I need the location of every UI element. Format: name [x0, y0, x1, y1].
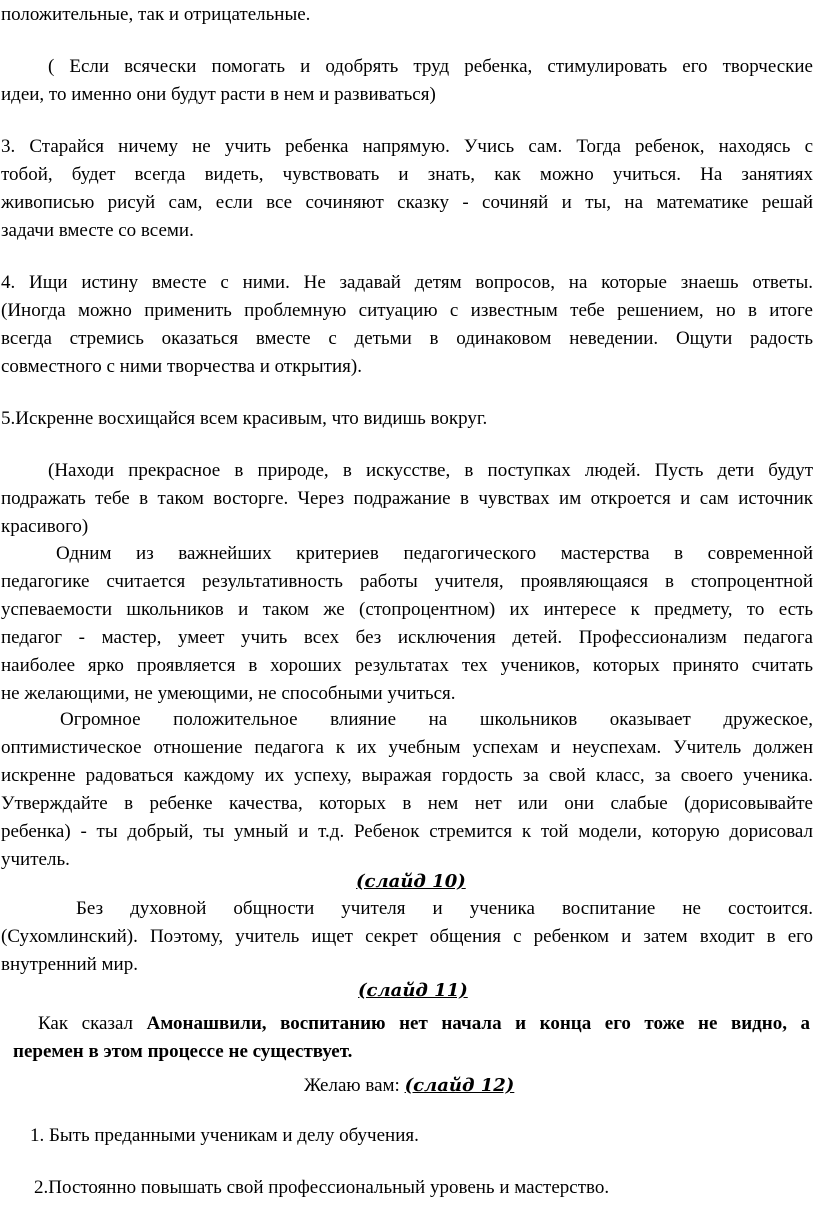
- text-line: 5.Искренне восхищайся всем красивым, что видишь вокруг.: [1, 408, 488, 429]
- wish-line: [304, 1073, 514, 1099]
- text-line: живописью рисуй сам, если все сочиняют сказку - сочиняй и ты, на математике решай: [1, 192, 813, 213]
- text-line: 4. Ищи истину вместе с ними. Не задавай детям вопросов, на которые знаешь ответы.: [1, 272, 813, 293]
- text-line: подражать тебе в таком восторге. Через подражание в чувствах им откроется и сам источник: [1, 488, 813, 509]
- text-line: не желающими, не умеющими, не способными учиться.: [1, 683, 456, 704]
- text-line: ( Если всячески помогать и одобрять труд ребенка, стимулировать его творческие: [48, 56, 813, 77]
- text-line: искренне радоваться каждому их успеху, выражая гордость за свой класс, за своего ученика.: [1, 765, 813, 786]
- list-item: 1. Быть преданными ученикам и делу обучения.: [30, 1125, 419, 1146]
- quote-line-bold: перемен в этом процессе не существует.: [13, 1041, 353, 1062]
- quote-intro: Как сказал: [38, 1013, 147, 1034]
- quote-line: [38, 1011, 810, 1037]
- text-line: Огромное положительное влияние на школьников оказывает дружеское,: [60, 709, 813, 730]
- text-line: 3. Старайся ничему не учить ребенка напрямую. Учись сам. Тогда ребенок, находясь с: [1, 136, 813, 157]
- text-line: красивого): [1, 516, 89, 537]
- text-line: (Сухомлинский). Поэтому, учитель ищет секрет общения с ребенком и затем входит в его: [1, 926, 813, 947]
- text-line: ребенка) - ты добрый, ты умный и т.д. Ребенок стремится к той модели, которую дорисовал: [1, 821, 813, 842]
- text-line: совместного с ними творчества и открытия).: [1, 356, 362, 377]
- quote-bold: Амонашвили, воспитанию нет начала и конца его тоже не видно, а: [146, 1013, 811, 1034]
- slide-reference: (слайд 11): [358, 980, 468, 1001]
- text-line: наиболее ярко проявляется в хороших результатах тех учеников, которых принято считать: [1, 655, 813, 676]
- text-line: (Находи прекрасное в природе, в искусстве, в поступках людей. Пусть дети будут: [48, 460, 813, 481]
- text-line: оптимистическое отношение педагога к их учебным успехам и неуспехам. Учитель должен: [1, 737, 813, 758]
- list-item: 2.Постоянно повышать свой профессиональный уровень и мастерство.: [34, 1177, 610, 1198]
- slide-reference: (слайд 10): [356, 871, 466, 892]
- text-line: педагогике считается результативность работы учителя, проявляющаяся в стопроцентной: [1, 571, 813, 592]
- text-line: Одним из важнейших критериев педагогического мастерства в современной: [56, 543, 813, 564]
- text-line: успеваемости школьников и таком же (стопроцентном) их интересе к предмету, то есть: [1, 599, 813, 620]
- text-line: педагог - мастер, умеет учить всех без исключения детей. Профессионализм педагога: [1, 627, 813, 648]
- wish-label: Желаю вам:: [304, 1075, 405, 1096]
- text-line: Утверждайте в ребенке качества, которых в нем нет или они слабые (дорисовывайте: [1, 793, 813, 814]
- text-line: учитель.: [1, 849, 70, 870]
- text-line: задачи вместе со всеми.: [1, 220, 194, 241]
- text-line: Без духовной общности учителя и ученика воспитание не состоится.: [76, 898, 813, 919]
- text-line: (Иногда можно применить проблемную ситуацию с известным тебе решением, но в итоге: [1, 300, 813, 321]
- text-line: тобой, будет всегда видеть, чувствовать и знать, как можно учиться. На занятиях: [1, 164, 813, 185]
- text-line: внутренний мир.: [1, 954, 138, 975]
- text-line: идеи, то именно они будут расти в нем и развиваться): [1, 84, 436, 105]
- text-line: положительные, так и отрицательные.: [1, 4, 311, 25]
- slide-reference: (слайд 12): [404, 1075, 515, 1096]
- text-line: всегда стремись оказаться вместе с детьми в одинаковом неведении. Ощути радость: [1, 328, 813, 349]
